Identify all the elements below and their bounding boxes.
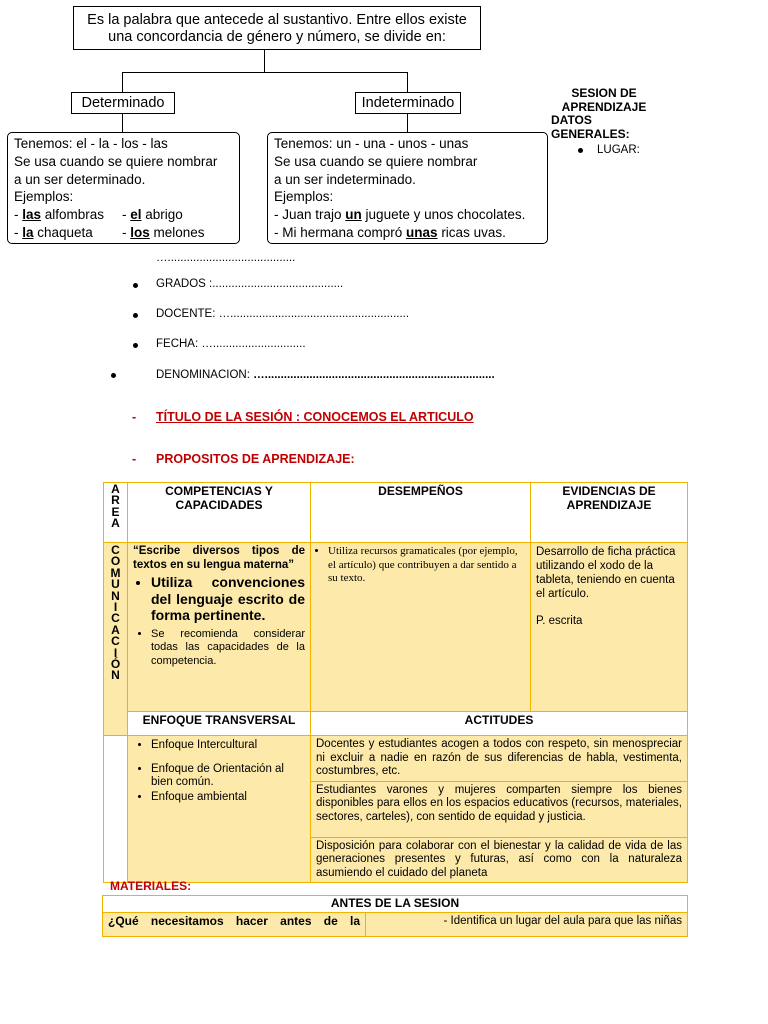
- nota-item: • Se recomienda considerar todas las capacidades de la competencia.: [151, 628, 305, 669]
- det-ex-article: las: [22, 207, 42, 223]
- det-ex-pre: -: [14, 207, 23, 223]
- competencias-header: COMPETENCIAS Y CAPACIDADES: [128, 483, 311, 543]
- connector: [122, 72, 408, 73]
- bullet-icon: [133, 343, 138, 348]
- definition-line-2: una concordancia de género y número, se divide en:: [108, 29, 446, 45]
- actitud-cell: Estudiantes varones y mujeres comparten siempre los bienes disponibles para ellos en los espacios educativos (recursos, materiales, sectores, carteles), con sentido de equidad y justicia.: [311, 781, 688, 837]
- ind-ex-article: un: [345, 207, 362, 223]
- det-ex-pre: -: [122, 207, 131, 223]
- area-empty-cell: [104, 736, 128, 883]
- lugar-dots: …........................................: [156, 252, 296, 264]
- ind-example-1: [274, 206, 541, 224]
- area-letter: C: [111, 634, 120, 649]
- docente-field: DOCENTE: …........................................................: [156, 308, 410, 320]
- det-ex-2: [122, 206, 183, 224]
- propositos-heading: PROPOSITOS DE APRENDIZAJE:: [156, 452, 355, 466]
- connector: [407, 72, 408, 92]
- competencias-table: [103, 482, 688, 883]
- area-letter: R: [111, 493, 120, 508]
- antes-title: ANTES DE LA SESION: [103, 896, 688, 913]
- det-ex-pre: -: [14, 224, 23, 240]
- comunicacion-row: [104, 543, 688, 712]
- det-ex-article: la: [22, 224, 34, 240]
- area-letter: U: [111, 577, 120, 592]
- capacidad-list: [133, 574, 305, 624]
- enfoque-header: ENFOQUE TRANSVERSAL: [128, 712, 311, 736]
- denominacion-field: [156, 369, 495, 381]
- area-letter: I: [113, 645, 118, 660]
- antes-row: [103, 912, 688, 936]
- area-letter: A: [111, 482, 120, 496]
- enfoque-item: • Enfoque ambiental: [151, 791, 305, 805]
- label-determinado: Determinado: [71, 92, 175, 114]
- datos-generales-heading: [551, 113, 630, 141]
- area-letter: O: [110, 554, 121, 569]
- det-ex-noun: alfombras: [41, 207, 105, 223]
- ind-ex-pre: - Mi hermana compró: [274, 224, 407, 240]
- bullet-icon: [111, 373, 116, 378]
- ind-line-3: a un ser indeterminado.: [274, 171, 416, 187]
- enfoques-cell: [128, 736, 311, 883]
- antes-header-row: [103, 896, 688, 913]
- det-ex-article: el: [130, 207, 142, 223]
- connector: [407, 114, 408, 132]
- connector: [264, 50, 265, 73]
- desempeno-cell: [311, 543, 531, 712]
- area-letter: C: [111, 543, 120, 557]
- ind-line-2: Se usa cuando se quiere nombrar: [274, 153, 478, 169]
- datos-line-2: GENERALES:: [551, 127, 630, 141]
- area-letter: N: [111, 588, 120, 603]
- ind-line-4: Ejemplos:: [274, 189, 334, 205]
- evidencia-text: Desarrollo de ficha práctica utilizando el xodo de la tableta, teniendo en cuenta el artículo.: [536, 546, 676, 600]
- bullet-icon: [133, 313, 138, 318]
- det-ex-noun: melones: [149, 224, 205, 240]
- grados-field: GRADOS :.........................................: [156, 278, 344, 290]
- actitudes-header: ACTITUDES: [311, 712, 688, 736]
- actitud-row: [104, 736, 688, 782]
- dash-1: -: [132, 410, 137, 424]
- ind-example-2: [274, 224, 541, 242]
- datos-line-1: DATOS: [551, 113, 592, 127]
- area-letter: A: [111, 622, 120, 637]
- nota-list: [133, 628, 305, 669]
- competencia-cell: [128, 543, 311, 712]
- det-ex-article: los: [130, 224, 150, 240]
- ind-line-1: Tenemos: un - una - unos - unas: [274, 136, 469, 151]
- dash-2: -: [132, 452, 137, 466]
- area-letter: E: [111, 504, 120, 519]
- antes-question: ¿Qué necesitamos hacer antes de la: [103, 912, 366, 936]
- bullet-icon: [578, 148, 583, 153]
- actitud-cell: Disposición para colaborar con el bienestar y la calidad de vida de las generaciones presentes y futuras, así como con la naturaleza asumiendo el cuidado del planeta: [311, 837, 688, 883]
- session-topic-title: TÍTULO DE LA SESIÓN : CONOCEMOS EL ARTICULO: [156, 410, 474, 424]
- denominacion-dots: …........................................................................: [253, 369, 495, 381]
- evidencia-cell: [531, 543, 688, 712]
- ind-ex-post: juguete y unos chocolates.: [361, 207, 526, 223]
- actitud-cell: Docentes y estudiantes acogen a todos con respeto, sin menospreciar ni excluir a nadie en razón de sus diferencias de habla, vestimenta, costumbres, etc.: [311, 736, 688, 782]
- desempeno-item: • Utiliza recursos gramaticales (por ejemplo, el artículo) que contribuyen a dar sentido a su texto.: [328, 545, 525, 586]
- det-line-2: Se usa cuando se quiere nombrar: [14, 153, 218, 169]
- fecha-field: FECHA: ….............................: [156, 338, 306, 350]
- definition-line-1: Es la palabra que antecede al sustantivo. Entre ellos existe: [87, 12, 467, 28]
- ind-ex-post: ricas uvas.: [437, 224, 506, 240]
- capacidad-item: • Utiliza convenciones del lenguaje escrito de forma pertinente.: [151, 574, 305, 624]
- session-title: SESION DE APRENDIZAJE: [561, 86, 647, 114]
- det-line-1: Tenemos: el - la - los - las: [14, 136, 168, 151]
- label-indeterminado: Indeterminado: [355, 92, 461, 114]
- denominacion-label: DENOMINACION:: [156, 369, 254, 381]
- area-letter: N: [111, 668, 120, 683]
- ind-ex-pre: - Juan trajo: [274, 207, 346, 223]
- enfoques-list: [133, 739, 305, 804]
- area-letter: I: [113, 600, 118, 615]
- determinado-box: [7, 132, 240, 244]
- antes-table: [102, 895, 688, 937]
- table-header-row: [104, 483, 688, 543]
- det-line-4: Ejemplos:: [14, 189, 74, 205]
- area-letter: A: [111, 516, 120, 531]
- desempenos-header: DESEMPEÑOS: [311, 483, 531, 543]
- area-header: [104, 483, 128, 543]
- materiales-heading: MATERIALES:: [110, 879, 192, 893]
- definition-box: [73, 6, 481, 50]
- desempeno-list: [316, 545, 525, 586]
- det-ex-noun: chaqueta: [33, 224, 93, 240]
- ind-ex-article: unas: [406, 224, 438, 240]
- evidencias-header: EVIDENCIAS DE APRENDIZAJE: [531, 483, 688, 543]
- det-ex-4: [122, 224, 205, 242]
- antes-answer: - Identifica un lugar del aula para que las niñas: [366, 912, 688, 936]
- connector: [122, 72, 123, 92]
- det-examples-row-2: [14, 224, 233, 242]
- det-line-3: a un ser determinado.: [14, 171, 146, 187]
- area-letter: C: [111, 611, 120, 626]
- area-letter: Ó: [110, 657, 121, 672]
- area-letter: M: [110, 565, 121, 580]
- bullet-icon: [133, 283, 138, 288]
- evidencia-tipo: P. escrita: [536, 615, 583, 627]
- enfoque-item: • Enfoque Intercultural: [151, 739, 305, 753]
- competencia-text: “Escribe diversos tipos de textos en su lengua materna”: [133, 545, 305, 571]
- area-comunicacion: [104, 543, 128, 736]
- enfoque-item: • Enfoque de Orientación al bien común.: [151, 763, 305, 790]
- det-ex-noun: abrigo: [141, 207, 183, 223]
- enfoque-header-row: [104, 712, 688, 736]
- det-ex-pre: -: [122, 224, 131, 240]
- indeterminado-box: [267, 132, 548, 244]
- lugar-label: LUGAR:: [597, 144, 640, 156]
- det-examples-row-1: [14, 206, 233, 224]
- connector: [122, 114, 123, 132]
